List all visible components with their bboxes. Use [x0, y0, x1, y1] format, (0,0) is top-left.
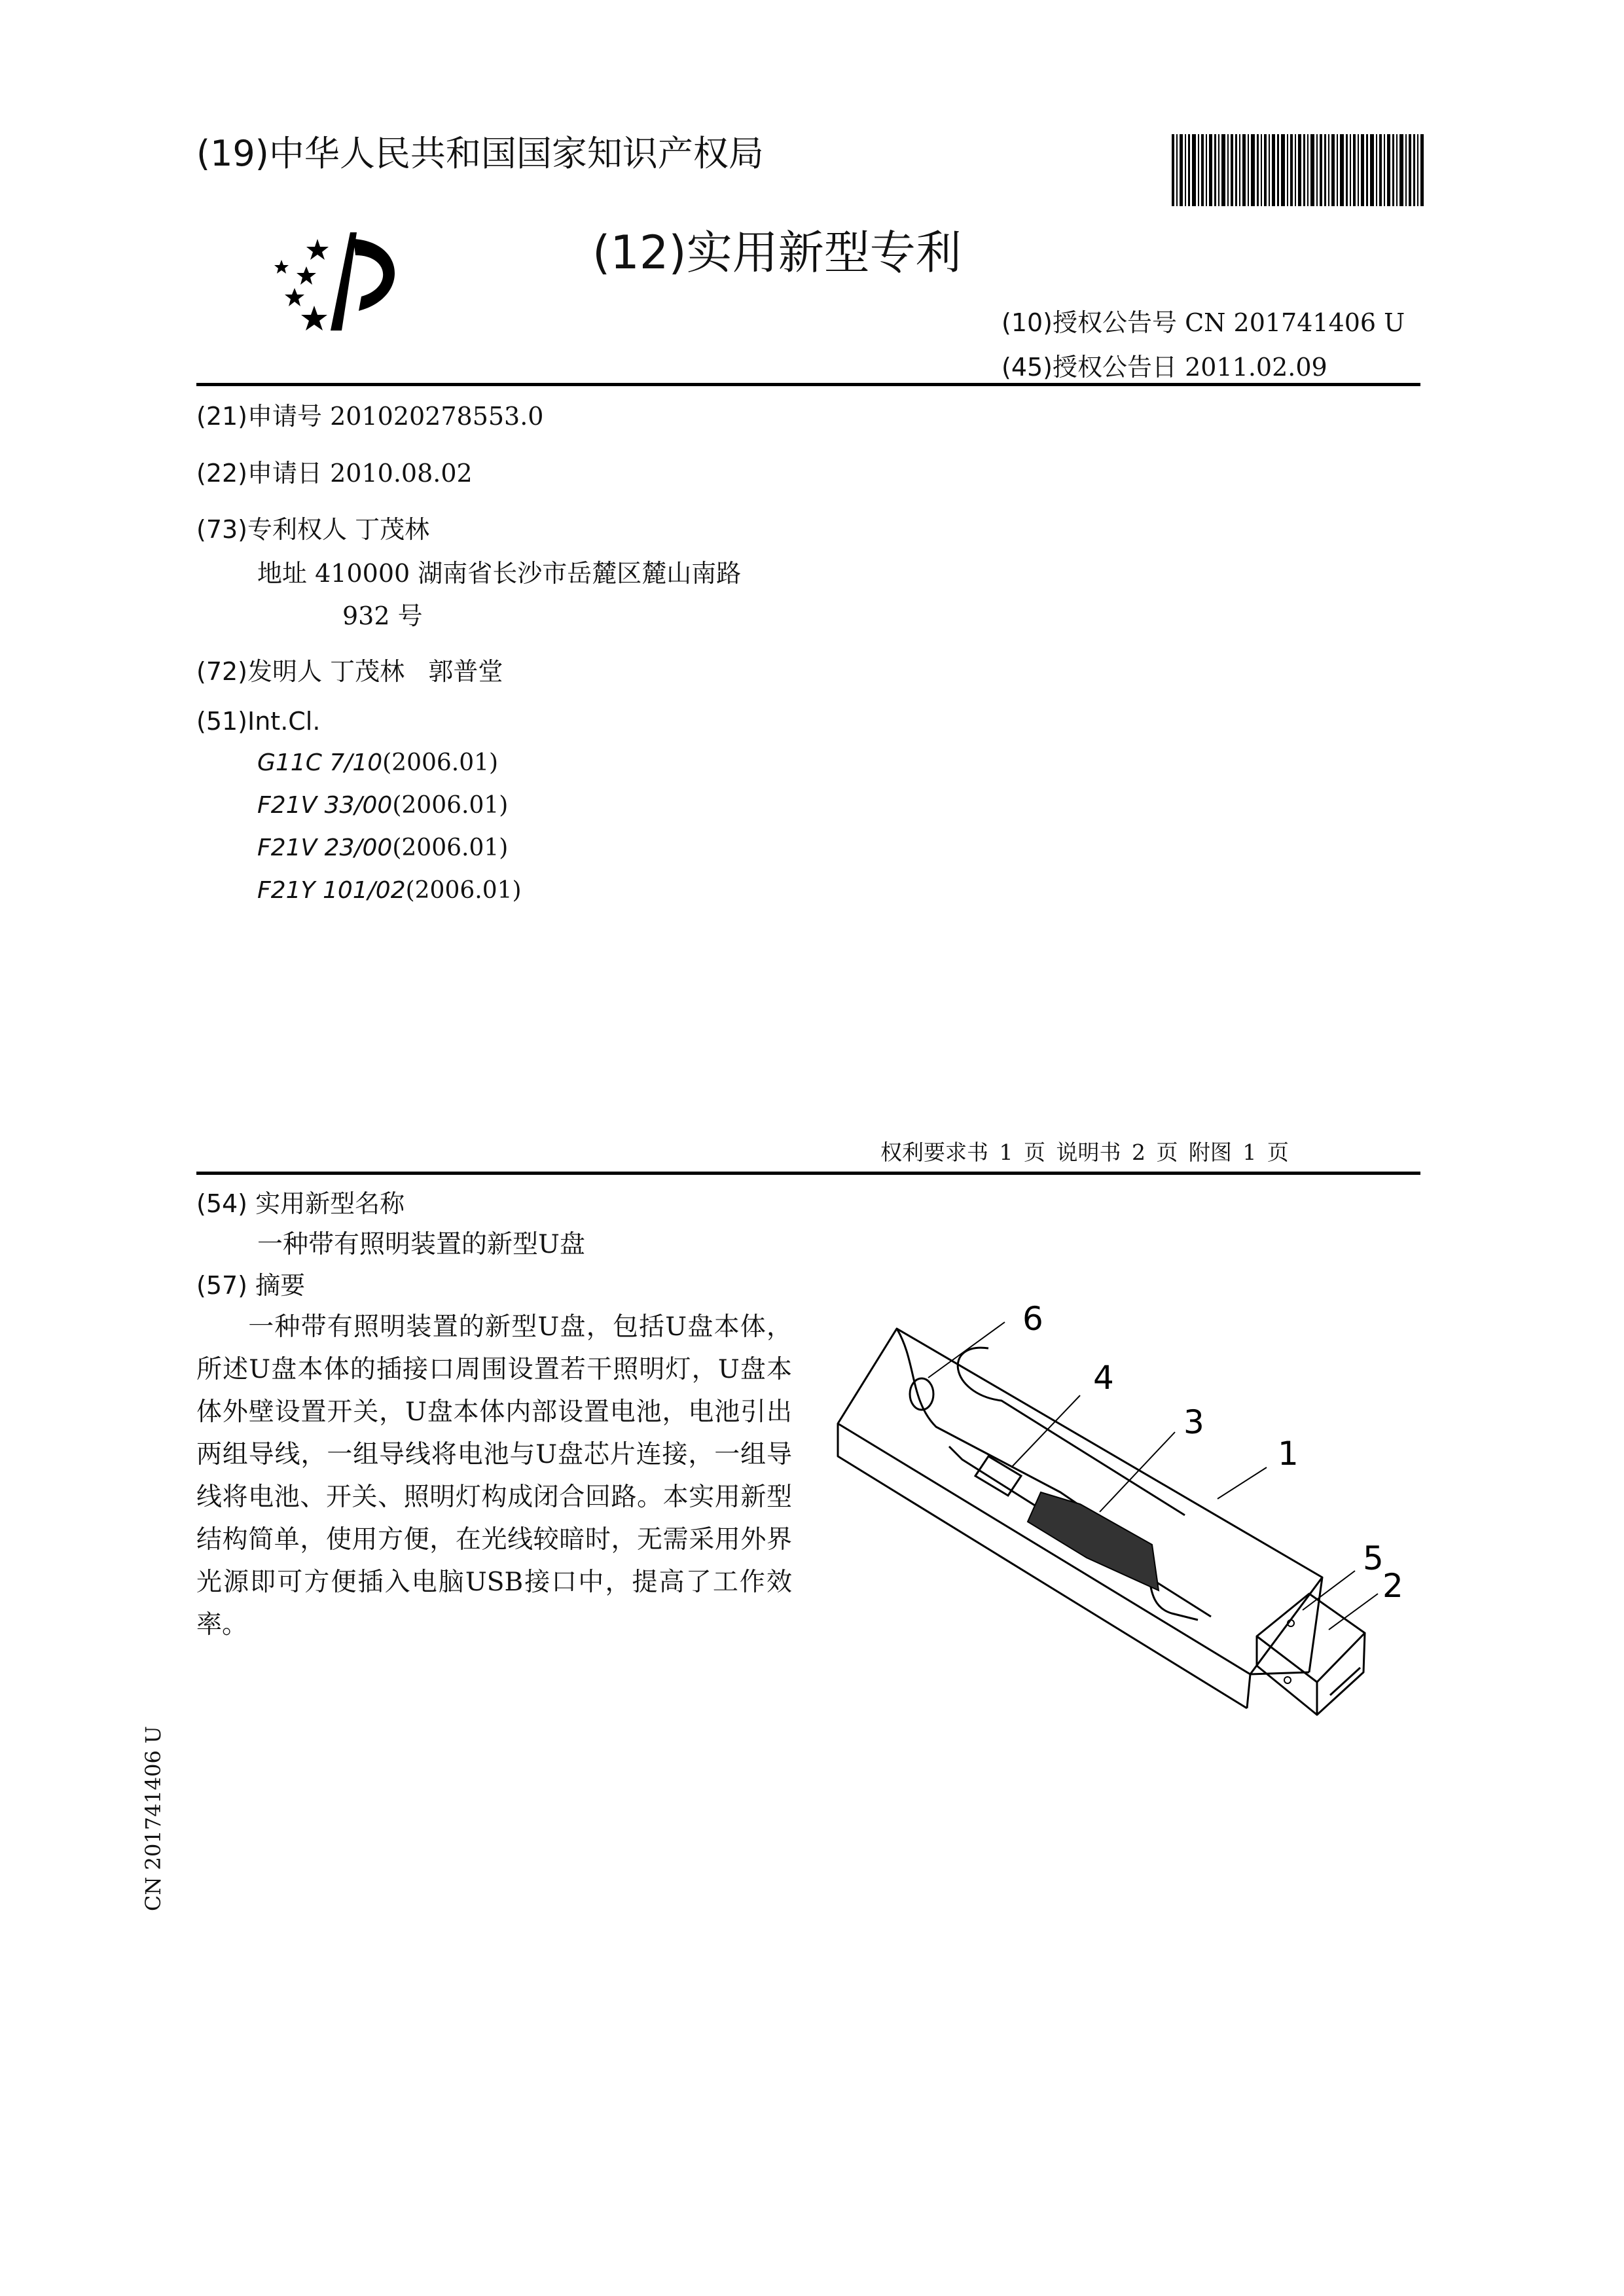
figure-label: 6	[1022, 1300, 1043, 1338]
patentee	[196, 509, 429, 545]
address-line2: 932 号	[342, 601, 423, 630]
switch-element	[975, 1456, 1021, 1496]
address	[257, 553, 741, 589]
document-type: (12)实用新型专利	[592, 226, 962, 279]
application-number-value: 201020278553.0	[330, 402, 544, 431]
cnipa-emblem-icon	[268, 219, 419, 337]
address-line1: 410000 湖南省长沙市岳麓区麓山南路	[315, 559, 742, 588]
abstract-label: (57) 摘要	[196, 1271, 306, 1300]
ipc-code: F21V 23/00	[257, 834, 393, 861]
barcode-icon	[1172, 134, 1424, 206]
title-label: (54) 实用新型名称	[196, 1189, 405, 1218]
publication-number-label: (10)授权公告号	[1001, 308, 1178, 337]
ipc-entry	[257, 792, 508, 819]
abstract-body: 一种带有照明装置的新型U盘，包括U盘本体，所述U盘本体的插接口周围设置若干照明灯，U盘本体外壁设置开关，U盘本体内部设置电池，电池引出两组导线，一组导线将电池与U盘芯片连接，一组导线将电池、开关、照明灯构成闭合回路。本实用新型结构简单，使用方便，在光线较暗时，无需采用外界光源即可方便插入电脑USB接口中，提高了工作效率。	[196, 1312, 792, 1640]
filing-date	[196, 453, 473, 489]
application-number	[196, 396, 544, 432]
ipc-entry	[257, 877, 522, 904]
inventors-label: (72)发明人	[196, 657, 323, 686]
ipc-code: G11C 7/10	[257, 749, 383, 776]
publication-date-label: (45)授权公告日	[1001, 353, 1178, 382]
figure-label: 3	[1183, 1403, 1204, 1441]
ipc-year: (2006.01)	[405, 877, 522, 904]
figure-label: 4	[1093, 1359, 1114, 1397]
filing-date-value: 2010.08.02	[330, 459, 473, 488]
publication-number	[1001, 302, 1405, 338]
publication-number-value: CN 201741406 U	[1185, 308, 1405, 337]
address-label: 地址	[257, 559, 308, 588]
header-divider	[196, 383, 1420, 386]
side-publication-id: CN 201741406 U	[141, 1725, 166, 1911]
filing-date-label: (22)申请日	[196, 459, 323, 488]
utility-model-title: 一种带有照明装置的新型U盘	[257, 1230, 585, 1259]
inventors-value: 丁茂林 郭普堂	[330, 657, 503, 686]
ipc-entry	[257, 749, 498, 776]
ipc-year: (2006.01)	[392, 834, 509, 861]
ipc-code: F21V 33/00	[257, 792, 393, 819]
usb-drive-figure	[831, 1296, 1401, 1721]
patentee-value: 丁茂林	[355, 515, 430, 544]
office-name: (19)中华人民共和国国家知识产权局	[196, 133, 764, 174]
battery-element	[1028, 1492, 1159, 1590]
page-count-summary: 权利要求书 1 页 说明书 2 页 附图 1 页	[880, 1139, 1289, 1165]
publication-date-value: 2011.02.09	[1185, 353, 1327, 382]
publication-date	[1001, 347, 1327, 383]
led-light	[1284, 1677, 1291, 1683]
abstract-text	[196, 1306, 792, 1646]
ipc-year: (2006.01)	[382, 749, 499, 776]
figure-label: 2	[1382, 1567, 1403, 1605]
inventors	[196, 651, 503, 687]
ipc-label: (51)Int.Cl.	[196, 707, 321, 736]
patentee-label: (73)专利权人	[196, 515, 348, 544]
ipc-entry	[257, 834, 508, 861]
figure-label: 1	[1278, 1435, 1299, 1473]
section-divider	[196, 1172, 1420, 1175]
figure-label: 5	[1363, 1539, 1384, 1577]
ipc-code: F21Y 101/02	[257, 877, 406, 904]
ipc-year: (2006.01)	[392, 792, 509, 819]
application-number-label: (21)申请号	[196, 402, 323, 431]
